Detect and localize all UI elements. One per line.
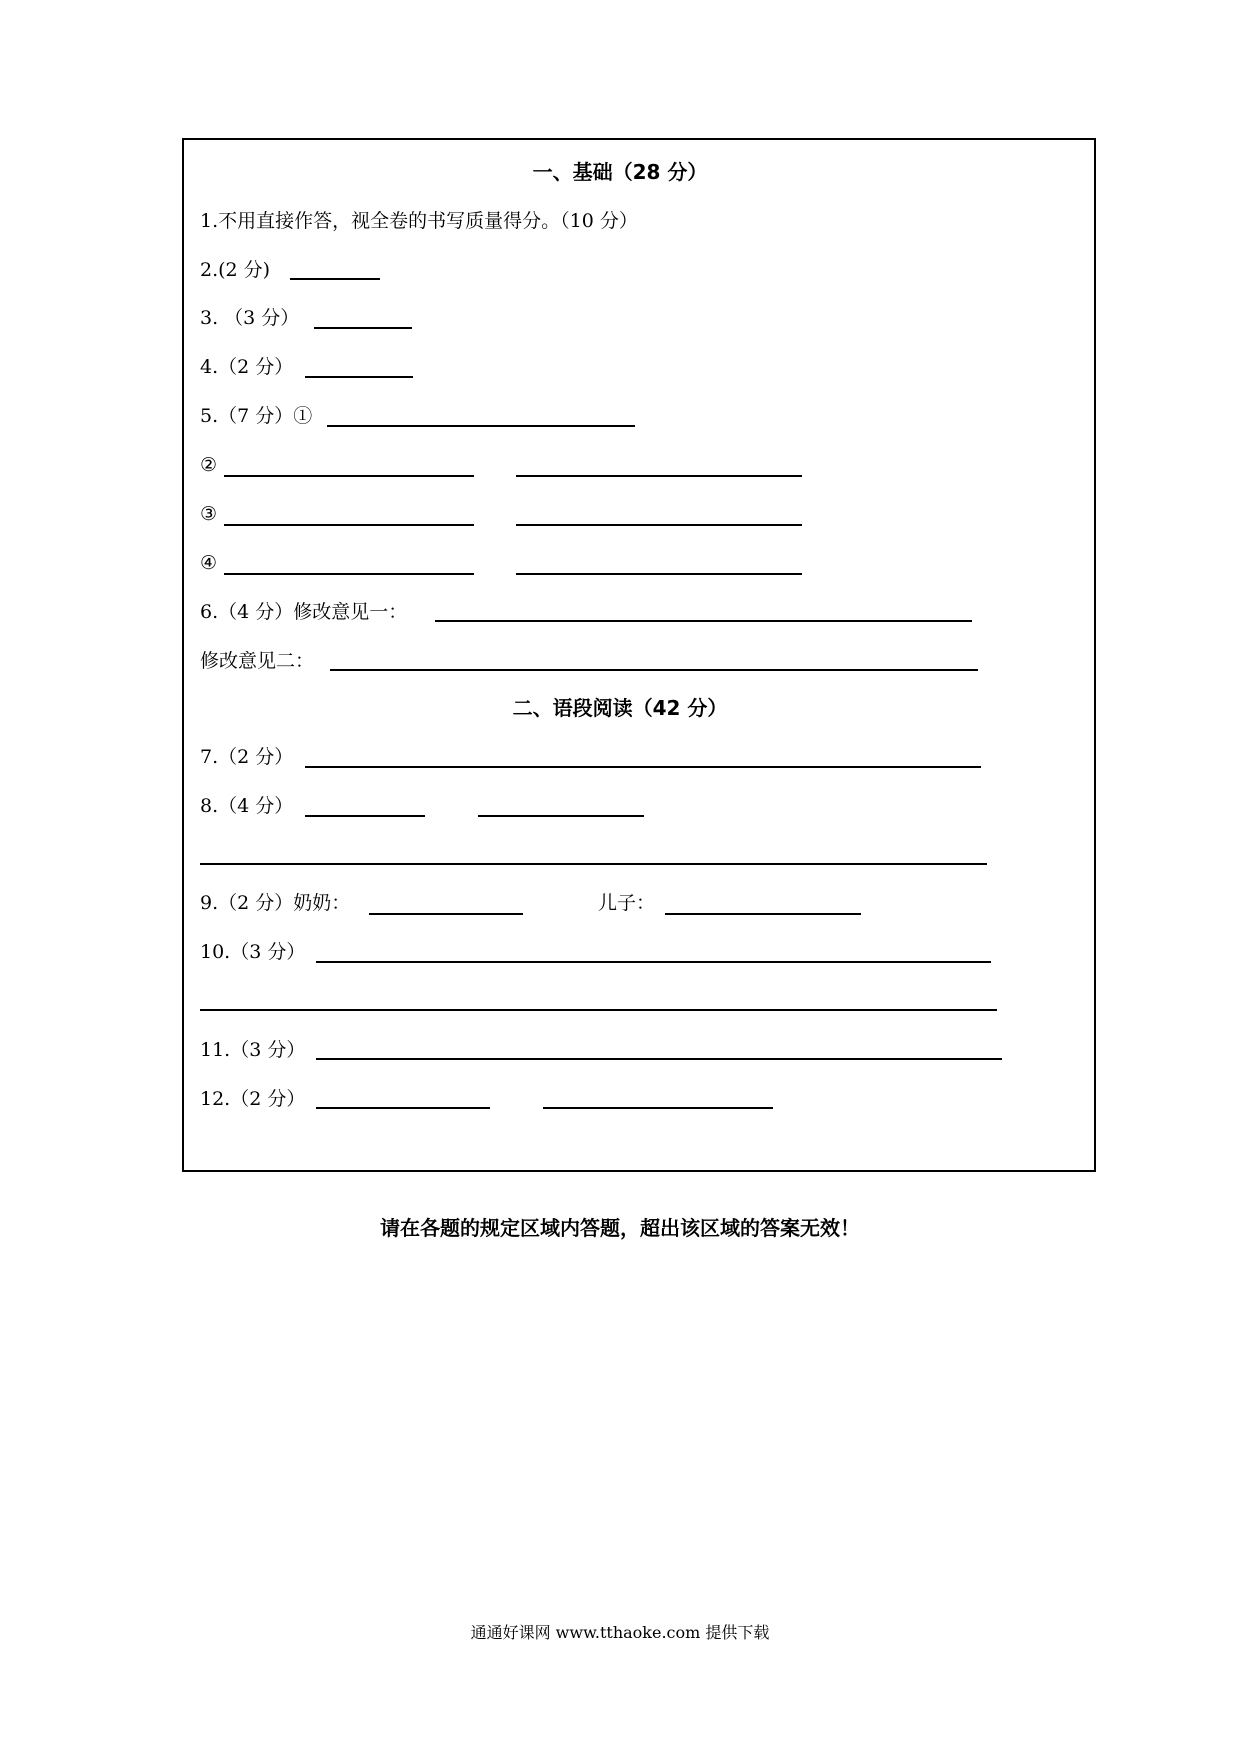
- question-2-answer-line[interactable]: [290, 278, 380, 280]
- question-11-answer-line[interactable]: [316, 1058, 1002, 1060]
- question-9-label: 9.（2 分）奶奶：: [200, 892, 351, 914]
- question-5-item-4-line-b[interactable]: [516, 573, 802, 575]
- question-5-item-2-line-b[interactable]: [516, 475, 802, 477]
- question-12-answer-line-b[interactable]: [543, 1107, 773, 1109]
- question-8-answer-line-c[interactable]: [200, 863, 987, 865]
- question-5-item-3-line-b[interactable]: [516, 524, 802, 526]
- question-3-label: 3. （3 分）: [200, 307, 300, 329]
- question-5-item-4-line-a[interactable]: [224, 573, 474, 575]
- question-6-answer-line-2[interactable]: [330, 669, 978, 671]
- question-12-answer-line-a[interactable]: [316, 1107, 490, 1109]
- question-11-label: 11.（3 分）: [200, 1039, 306, 1061]
- question-2-label: 2.(2 分): [200, 259, 271, 281]
- question-3-answer-line[interactable]: [314, 327, 412, 329]
- question-5-item-3-label: ③: [200, 503, 218, 525]
- question-12-label: 12.（2 分）: [200, 1088, 306, 1110]
- question-1-label: 1.不用直接作答，视全卷的书写质量得分。（10 分）: [200, 210, 638, 232]
- question-6-answer-line-1[interactable]: [435, 620, 972, 622]
- question-9-son-line[interactable]: [665, 913, 861, 915]
- answer-area-frame: [182, 138, 1096, 1172]
- question-10-answer-line-1[interactable]: [316, 961, 991, 963]
- question-8-answer-line-a[interactable]: [305, 815, 425, 817]
- question-9-son-label: 儿子：: [598, 892, 656, 914]
- question-5-item-2-label: ②: [200, 454, 218, 476]
- footer-source: 通通好课网 www.tthaoke.com 提供下载: [470, 1623, 770, 1642]
- question-8-answer-line-b[interactable]: [478, 815, 644, 817]
- question-6-second-label: 修改意见二：: [200, 650, 315, 672]
- question-4-answer-line[interactable]: [305, 376, 413, 378]
- section-1-title: 一、基础（28 分）: [532, 160, 708, 184]
- question-10-answer-line-2[interactable]: [200, 1009, 997, 1011]
- question-7-answer-line[interactable]: [305, 766, 981, 768]
- question-7-label: 7.（2 分）: [200, 746, 294, 768]
- question-5-answer-line-1[interactable]: [327, 425, 635, 427]
- question-5-item-2-line-a[interactable]: [224, 475, 474, 477]
- question-8-label: 8.（4 分）: [200, 795, 294, 817]
- question-9-grandma-line[interactable]: [369, 913, 523, 915]
- question-5-item-3-line-a[interactable]: [224, 524, 474, 526]
- question-4-label: 4.（2 分）: [200, 356, 294, 378]
- question-5-item-4-label: ④: [200, 552, 218, 574]
- answer-area-notice: 请在各题的规定区域内答题，超出该区域的答案无效！: [380, 1216, 860, 1240]
- question-5-label: 5.（7 分）①: [200, 405, 313, 427]
- section-2-title: 二、语段阅读（42 分）: [512, 696, 728, 720]
- question-6-label: 6.（4 分）修改意见一：: [200, 601, 408, 623]
- question-10-label: 10.（3 分）: [200, 941, 306, 963]
